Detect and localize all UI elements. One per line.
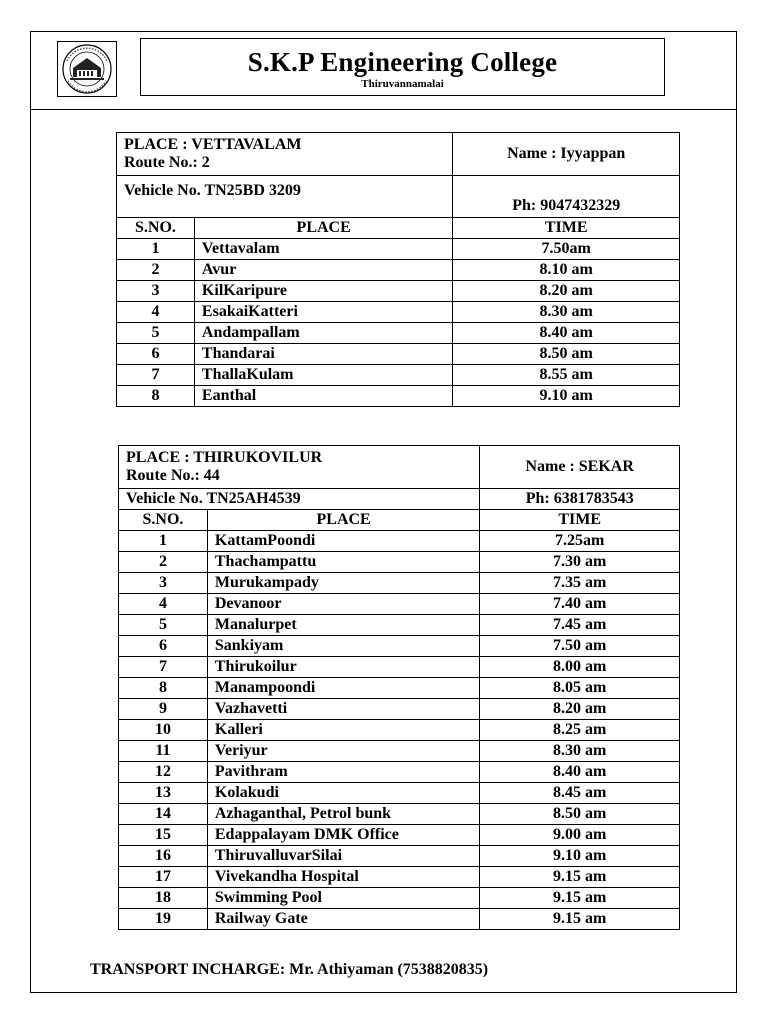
stop-time: 8.05 am	[480, 678, 680, 699]
stop-sno: 9	[119, 699, 208, 720]
stop-time: 8.25 am	[480, 720, 680, 741]
stop-sno: 4	[119, 594, 208, 615]
header-divider	[31, 109, 736, 110]
stop-sno: 6	[117, 344, 195, 365]
stop-sno: 5	[117, 323, 195, 344]
stop-row	[117, 281, 680, 302]
stop-time: 8.00 am	[480, 657, 680, 678]
stops-body	[117, 239, 680, 407]
stop-place: Kalleri	[207, 720, 480, 741]
stop-place: Azhaganthal, Petrol bunk	[207, 804, 480, 825]
col-time: TIME	[480, 510, 680, 531]
driver-name: Name : SEKAR	[480, 446, 680, 489]
stop-time: 9.15 am	[480, 867, 680, 888]
stop-sno: 8	[119, 678, 208, 699]
transport-incharge: TRANSPORT INCHARGE: Mr. Athiyaman (7538820835)	[90, 961, 489, 978]
stop-row	[119, 741, 680, 762]
column-header-row	[117, 218, 680, 239]
stop-time: 8.45 am	[480, 783, 680, 804]
stop-time: 8.55 am	[453, 365, 680, 386]
stop-place: Vivekandha Hospital	[207, 867, 480, 888]
stop-row	[119, 762, 680, 783]
stop-sno: 12	[119, 762, 208, 783]
route-place-cell	[119, 446, 480, 489]
stop-sno: 8	[117, 386, 195, 407]
stop-row	[119, 573, 680, 594]
stop-place: Eanthal	[194, 386, 453, 407]
stop-time: 9.10 am	[480, 846, 680, 867]
stop-sno: 10	[119, 720, 208, 741]
stop-time: 8.10 am	[453, 260, 680, 281]
stop-time: 9.15 am	[480, 909, 680, 930]
stop-place: Avur	[194, 260, 453, 281]
stop-time: 9.00 am	[480, 825, 680, 846]
stop-place: ThiruvalluvarSilai	[207, 846, 480, 867]
stop-place: Manampoondi	[207, 678, 480, 699]
stop-place: Kolakudi	[207, 783, 480, 804]
college-logo-icon	[57, 41, 117, 97]
stop-time: 9.15 am	[480, 888, 680, 909]
col-sno: S.NO.	[117, 218, 195, 239]
stop-row	[117, 365, 680, 386]
stop-place: ThallaKulam	[194, 365, 453, 386]
stop-sno: 11	[119, 741, 208, 762]
stop-place: Vazhavetti	[207, 699, 480, 720]
stop-time: 8.30 am	[480, 741, 680, 762]
stop-row	[119, 909, 680, 930]
stop-time: 8.40 am	[453, 323, 680, 344]
stop-place: Swimming Pool	[207, 888, 480, 909]
stop-place: EsakaiKatteri	[194, 302, 453, 323]
stop-place: Sankiyam	[207, 636, 480, 657]
col-place: PLACE	[207, 510, 480, 531]
stop-sno: 13	[119, 783, 208, 804]
stop-row	[119, 888, 680, 909]
stop-place: KattamPoondi	[207, 531, 480, 552]
stop-time: 8.40 am	[480, 762, 680, 783]
route-place: PLACE : THIRUKOVILUR	[126, 449, 323, 466]
college-name: S.K.P Engineering College	[247, 47, 558, 77]
stop-place: Pavithram	[207, 762, 480, 783]
stop-row	[119, 678, 680, 699]
stop-sno: 17	[119, 867, 208, 888]
route-place-cell	[117, 133, 453, 176]
stop-row	[119, 531, 680, 552]
driver-phone: Ph: 6381783543	[480, 489, 680, 510]
stop-place: KilKaripure	[194, 281, 453, 302]
stop-row	[119, 594, 680, 615]
title-box	[140, 38, 665, 96]
col-sno: S.NO.	[119, 510, 208, 531]
stop-time: 9.10 am	[453, 386, 680, 407]
stop-row	[117, 239, 680, 260]
stop-place: Veriyur	[207, 741, 480, 762]
stop-time: 7.50am	[453, 239, 680, 260]
stop-row	[119, 783, 680, 804]
vehicle-row	[119, 489, 680, 510]
stop-place: Manalurpet	[207, 615, 480, 636]
stop-sno: 18	[119, 888, 208, 909]
driver-phone: Ph: 9047432329	[453, 176, 680, 218]
stop-sno: 2	[117, 260, 195, 281]
route-table-vettavalam	[116, 132, 680, 407]
stop-time: 8.50 am	[453, 344, 680, 365]
stop-time: 7.45 am	[480, 615, 680, 636]
vehicle-number: Vehicle No. TN25BD 3209	[117, 176, 453, 218]
stop-place: Devanoor	[207, 594, 480, 615]
stop-sno: 3	[119, 573, 208, 594]
stop-sno: 1	[117, 239, 195, 260]
stop-sno: 3	[117, 281, 195, 302]
stop-time: 7.50 am	[480, 636, 680, 657]
college-location: Thiruvannamalai	[361, 78, 444, 90]
route-place: PLACE : VETTAVALAM	[124, 136, 302, 153]
stop-place: Edappalayam DMK Office	[207, 825, 480, 846]
stop-time: 7.25am	[480, 531, 680, 552]
stop-sno: 2	[119, 552, 208, 573]
column-header-row	[119, 510, 680, 531]
stop-sno: 14	[119, 804, 208, 825]
stop-time: 8.30 am	[453, 302, 680, 323]
stop-row	[117, 302, 680, 323]
stop-row	[119, 699, 680, 720]
stop-place: Murukampady	[207, 573, 480, 594]
driver-name: Name : Iyyappan	[453, 133, 680, 176]
stop-sno: 6	[119, 636, 208, 657]
stop-sno: 7	[117, 365, 195, 386]
route-number: Route No.: 44	[126, 467, 220, 484]
route-info-row	[117, 133, 680, 176]
stop-sno: 4	[117, 302, 195, 323]
stop-sno: 5	[119, 615, 208, 636]
stop-place: Andampallam	[194, 323, 453, 344]
stop-place: Vettavalam	[194, 239, 453, 260]
stop-row	[119, 657, 680, 678]
stop-row	[119, 825, 680, 846]
stop-sno: 1	[119, 531, 208, 552]
stop-row	[117, 323, 680, 344]
stop-row	[119, 720, 680, 741]
route-table-thirukovilur	[118, 445, 680, 930]
route-number: Route No.: 2	[124, 154, 210, 171]
stop-time: 8.20 am	[453, 281, 680, 302]
route-info-row	[119, 446, 680, 489]
vehicle-row	[117, 176, 680, 218]
stop-time: 7.30 am	[480, 552, 680, 573]
stop-place: Thachampattu	[207, 552, 480, 573]
stop-sno: 19	[119, 909, 208, 930]
stop-row	[117, 386, 680, 407]
stop-time: 8.50 am	[480, 804, 680, 825]
stop-row	[119, 615, 680, 636]
col-time: TIME	[453, 218, 680, 239]
stop-row	[119, 867, 680, 888]
stop-sno: 15	[119, 825, 208, 846]
stop-sno: 7	[119, 657, 208, 678]
stop-row	[119, 846, 680, 867]
stop-row	[117, 260, 680, 281]
stop-place: Thandarai	[194, 344, 453, 365]
stop-time: 7.40 am	[480, 594, 680, 615]
stops-body	[119, 531, 680, 930]
stop-row	[119, 804, 680, 825]
stop-row	[119, 552, 680, 573]
stop-time: 8.20 am	[480, 699, 680, 720]
stop-place: Thirukoilur	[207, 657, 480, 678]
stop-time: 7.35 am	[480, 573, 680, 594]
vehicle-number: Vehicle No. TN25AH4539	[119, 489, 480, 510]
stop-row	[117, 344, 680, 365]
col-place: PLACE	[194, 218, 453, 239]
stop-place: Railway Gate	[207, 909, 480, 930]
stop-sno: 16	[119, 846, 208, 867]
stop-row	[119, 636, 680, 657]
